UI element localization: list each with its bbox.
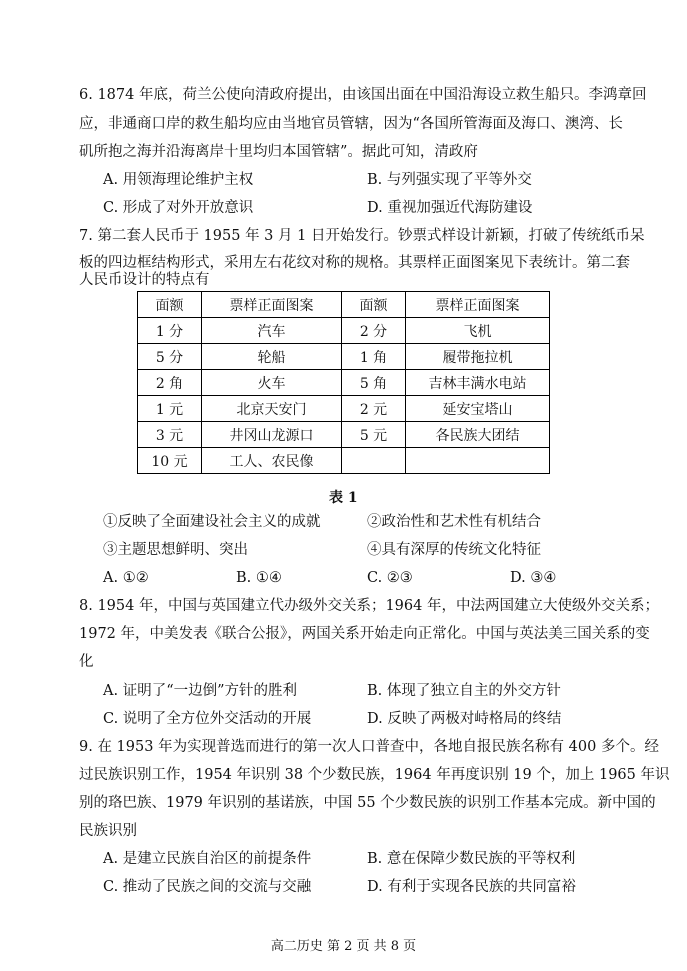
q7-line-3: 人民币设计的特点有 [79, 272, 210, 288]
q8-option-c: C. 说明了全方位外交活动的开展 [103, 711, 312, 727]
q9-line-4: 民族识别 [79, 823, 137, 839]
table-cell: 井冈山龙源口 [202, 422, 342, 448]
table-cell: 飞机 [406, 318, 550, 344]
q8-option-a: A. 证明了“一边倒”方针的胜利 [103, 683, 298, 699]
table-cell: 轮船 [202, 344, 342, 370]
table-cell: 5 分 [138, 344, 202, 370]
q7-option-b: B. ①④ [236, 570, 282, 586]
q9-line-1: 9. 在 1953 年为实现普选而进行的第一次人口普查中，各地自报民族名称有 400 多个。经 [79, 739, 659, 755]
table-row [138, 448, 550, 474]
table-cell: 5 元 [342, 422, 406, 448]
table-row [138, 370, 550, 396]
table-cell: 吉林丰满水电站 [406, 370, 550, 396]
q7-line-2: 板的四边框结构形式，采用左右花纹对称的规格。其票样正面图案见下表统计。第二套 [79, 255, 630, 271]
table-cell: 2 分 [342, 318, 406, 344]
table-cell: 5 角 [342, 370, 406, 396]
table-cell: 工人、农民像 [202, 448, 342, 474]
q8-line-1: 8. 1954 年，中国与英国建立代办级外交关系；1964 年，中法两国建立大使级外交关系； [79, 598, 659, 614]
page-footer: 高二历史 第 2 页 共 8 页 [270, 939, 417, 954]
table-header-cell: 票样正面图案 [406, 292, 550, 318]
q9-option-c: C. 推动了民族之间的交流与交融 [103, 879, 312, 895]
q6-option-b: B. 与列强实现了平等外交 [367, 172, 532, 188]
banknote-table [137, 291, 550, 474]
table-row [138, 396, 550, 422]
table-cell [342, 448, 406, 474]
q6-option-d: D. 重视加强近代海防建设 [367, 200, 533, 216]
q9-line-2: 过民族识别工作，1954 年识别 38 个少数民族，1964 年再度识别 19 个，加上 1965 年识 [79, 767, 670, 783]
q7-statement-3: ③主题思想鲜明、突出 [103, 542, 248, 558]
table-cell: 2 角 [138, 370, 202, 396]
table-cell: 各民族大团结 [406, 422, 550, 448]
q7-option-a: A. ①② [103, 570, 149, 586]
q7-line-1: 7. 第二套人民币于 1955 年 3 月 1 日开始发行。钞票式样设计新颖，打破了传统纸币呆 [79, 228, 645, 244]
q8-line-3: 化 [79, 654, 94, 670]
q9-line-3: 别的珞巴族、1979 年识别的基诺族，中国 55 个少数民族的识别工作基本完成。新中国的 [79, 795, 656, 811]
table-row [138, 318, 550, 344]
table-cell: 1 角 [342, 344, 406, 370]
q7-statement-4: ④具有深厚的传统文化特征 [367, 542, 541, 558]
q8-line-2: 1972 年，中美发表《联合公报》，两国关系开始走向正常化。中国与英法美三国关系的变 [79, 626, 650, 642]
table-cell: 北京天安门 [202, 396, 342, 422]
q6-line-1: 6. 1874 年底，荷兰公使向清政府提出，由该国出面在中国沿海设立救生船只。李鸿章回 [79, 87, 647, 103]
table-cell: 延安宝塔山 [406, 396, 550, 422]
table-cell: 火车 [202, 370, 342, 396]
q7-statement-1: ①反映了全面建设社会主义的成就 [103, 514, 321, 530]
table-cell: 1 分 [138, 318, 202, 344]
q7-statement-2: ②政治性和艺术性有机结合 [367, 514, 541, 530]
q8-option-d: D. 反映了两极对峙格局的终结 [367, 711, 562, 727]
q6-line-2: 应，非通商口岸的救生船均应由当地官员管辖，因为“各国所管海面及海口、澳湾、长 [79, 116, 623, 132]
table-header-cell: 面额 [138, 292, 202, 318]
q8-option-b: B. 体现了独立自主的外交方针 [367, 683, 561, 699]
q9-option-a: A. 是建立民族自治区的前提条件 [103, 851, 312, 867]
table-row [138, 422, 550, 448]
table-header-cell: 票样正面图案 [202, 292, 342, 318]
table-cell [406, 448, 550, 474]
table-row [138, 344, 550, 370]
q6-line-3: 矶所抱之海并沿海离岸十里均归本国管辖”。据此可知，清政府 [79, 144, 478, 160]
q9-option-d: D. 有利于实现各民族的共同富裕 [367, 879, 576, 895]
table-header-row [138, 292, 550, 318]
q7-option-c: C. ②③ [367, 570, 413, 586]
q9-option-b: B. 意在保障少数民族的平等权利 [367, 851, 576, 867]
q6-option-a: A. 用领海理论维护主权 [103, 172, 254, 188]
table-header-cell: 面额 [342, 292, 406, 318]
table-cell: 1 元 [138, 396, 202, 422]
table-caption: 表 1 [329, 490, 358, 506]
table-cell: 汽车 [202, 318, 342, 344]
q7-option-d: D. ③④ [510, 570, 557, 586]
table-cell: 2 元 [342, 396, 406, 422]
q6-option-c: C. 形成了对外开放意识 [103, 200, 254, 216]
table-cell: 10 元 [138, 448, 202, 474]
table-cell: 3 元 [138, 422, 202, 448]
table-cell: 履带拖拉机 [406, 344, 550, 370]
